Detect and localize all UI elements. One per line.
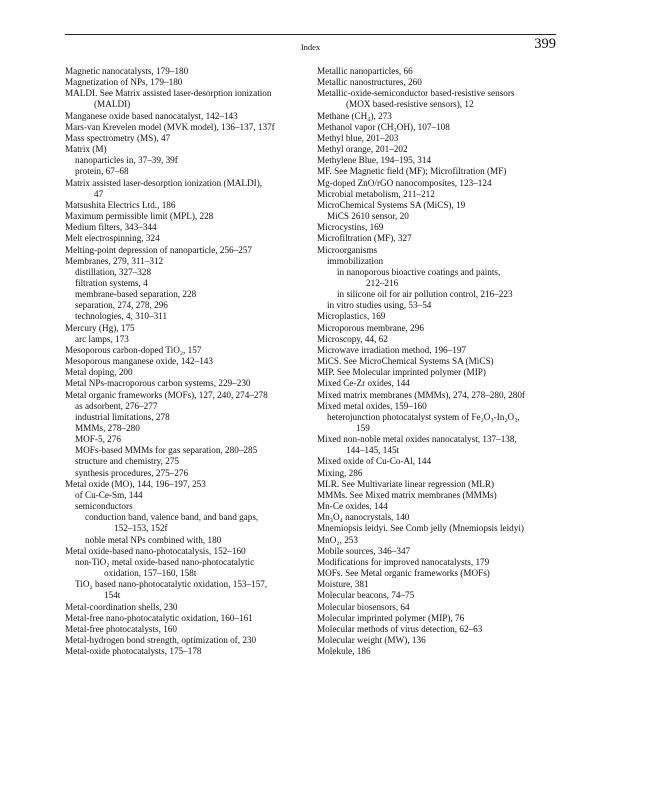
index-subentry: in vitro studies using, 53–54 xyxy=(327,300,432,311)
index-subentry: membrane-based separation, 228 xyxy=(75,289,197,300)
index-entry: MALDI. See Matrix assisted laser-desorption ionization xyxy=(65,88,272,99)
index-entry: Methanol vapor (CH₃OH), 107–108 xyxy=(317,121,450,132)
index-subentry: industrial limitations, 278 xyxy=(75,411,170,422)
index-column-left xyxy=(65,66,297,657)
index-entry: Mixed non-noble metal oxides nanocatalyst, 137–138, xyxy=(317,434,517,445)
index-entry: Matsushita Electrics Ltd., 186 xyxy=(65,199,176,210)
index-entry: Matrix (M) xyxy=(65,144,107,155)
index-entry: Molecular methods of virus detection, 62–63 xyxy=(317,623,483,634)
index-entry: Microporous membrane, 296 xyxy=(317,322,424,333)
index-entry: Mass spectrometry (MS), 47 xyxy=(65,132,171,143)
index-entry: MiCS. See MicroChemical Systems SA (MiCS) xyxy=(317,356,494,367)
index-entry: Magnetization of NPs, 179–180 xyxy=(65,77,183,88)
index-entry-continuation: 47 xyxy=(94,188,104,199)
index-subentry: TiO₂ based nano-photocatalytic oxidation, 153–157, xyxy=(75,579,268,590)
index-entry-continuation: 144–145, 145t xyxy=(346,445,400,456)
index-entry: Modifications for improved nanocatalysts, 179 xyxy=(317,556,490,567)
index-entry: Microscopy, 44, 62 xyxy=(317,333,388,344)
index-entry: Metal-free nano-photocatalytic oxidation, 160–161 xyxy=(65,612,253,623)
index-entry-continuation: 159 xyxy=(356,423,370,433)
index-entry: Methylene Blue, 194–195, 314 xyxy=(317,155,432,166)
index-entry: Metallic nanoparticles, 66 xyxy=(317,66,413,76)
index-entry: Methyl blue, 201–203 xyxy=(317,132,399,143)
index-entry: Microfiltration (MF), 327 xyxy=(317,233,412,244)
index-entry-continuation: 212–216 xyxy=(366,277,399,288)
index-entry: Metal-coordination shells, 230 xyxy=(65,601,178,612)
index-subentry: as adsorbent, 276–277 xyxy=(75,400,158,411)
page-number: 399 xyxy=(534,36,556,52)
running-title: Index xyxy=(300,42,321,52)
index-entry: Microcystins, 169 xyxy=(317,222,384,233)
index-entry: Mars-van Krevelen model (MVK model), 136–137, 137f xyxy=(65,121,275,132)
index-entry: Mixing, 286 xyxy=(317,467,363,478)
index-entry: Mn₃O₄ nanocrystals, 140 xyxy=(317,512,410,523)
index-column-right xyxy=(317,66,549,657)
index-subentry: in silicone oil for air pollution control, 216–223 xyxy=(337,289,513,300)
index-subentry: structure and chemistry, 275 xyxy=(75,456,180,467)
index-subentry: semiconductors xyxy=(75,501,133,512)
index-subentry: nanoparticles in, 37–39, 39f xyxy=(75,155,178,166)
index-entry: Metal-hydrogen bond strength, optimization of, 230 xyxy=(65,634,257,645)
index-subentry: conduction band, valence band, and band gaps, xyxy=(85,512,259,523)
index-entry: Medium filters, 343–344 xyxy=(65,222,157,233)
index-entry: Molecular weight (MW), 136 xyxy=(317,634,426,645)
index-subentry: immobilization xyxy=(327,255,384,266)
index-entry: Mercury (Hg), 175 xyxy=(65,322,135,333)
index-entry-continuation: (MALDI) xyxy=(94,99,131,110)
index-subentry: protein, 67–68 xyxy=(75,166,129,177)
index-entry: Mixed metal oxides, 159–160 xyxy=(317,400,427,411)
index-entry-continuation: oxidation, 157–160, 158t xyxy=(104,568,197,579)
index-entry: Metal-free photocatalysts, 160 xyxy=(65,623,177,634)
index-entry: Matrix assisted laser-desorption ionization (MALDI), xyxy=(65,177,263,188)
index-subentry: non-TiO₂ metal oxide-based nano-photocatalytic xyxy=(75,556,255,567)
index-entry: Microwave irradiation method, 196–197 xyxy=(317,344,467,355)
index-entry: Metal doping, 200 xyxy=(65,367,133,378)
index-entry: Metal oxide (MO), 144, 196–197, 253 xyxy=(65,478,206,489)
index-subentry: distillation, 327–328 xyxy=(75,266,152,277)
index-entry: Metal-oxide photocatalysts, 175–178 xyxy=(65,646,202,657)
index-entry: Membranes, 279, 311–312 xyxy=(65,255,164,266)
index-entry: Molecular biosensors, 64 xyxy=(317,601,410,612)
index-entry: Melting-point depression of nanoparticle, 256–257 xyxy=(65,244,253,255)
index-entry: Mobile sources, 346–347 xyxy=(317,545,411,556)
index-entry: MMMs. See Mixed matrix membranes (MMMs) xyxy=(317,489,497,500)
index-entry: Maximum permissible limit (MPL), 228 xyxy=(65,211,214,222)
index-entry-continuation: 152–153, 152f xyxy=(114,523,168,534)
index-entry: MIP. See Molecular imprinted polymer (MIP) xyxy=(317,367,486,378)
index-entry: Mnemiopsis leidyi. See Comb jelly (Mnemiopsis leidyi) xyxy=(317,523,524,534)
index-subentry: filtration systems, 4 xyxy=(75,277,148,288)
index-entry: Microbial metabolism, 211–212 xyxy=(317,188,435,199)
index-entry: Methyl orange, 201–202 xyxy=(317,144,408,155)
index-subentry: MMMs, 278–280 xyxy=(75,423,140,433)
index-subentry: MOFs-based MMMs for gas separation, 280–285 xyxy=(75,445,258,456)
index-entry-continuation: 154t xyxy=(104,590,121,601)
index-entry-continuation: (MOX based-resistive sensors), 12 xyxy=(346,99,474,110)
index-entry: Mesoporous carbon-doped TiO₂, 157 xyxy=(65,344,202,355)
index-entry: Metal NPs-macroporous carbon systems, 229–230 xyxy=(65,378,251,389)
index-entry: MLR. See Multivariate linear regression (MLR) xyxy=(317,478,495,489)
index-entry: Mixed oxide of Cu-Co-Al, 144 xyxy=(317,456,432,467)
index-entry: Microorganisms xyxy=(317,244,378,255)
index-entry: Molecular imprinted polymer (MIP), 76 xyxy=(317,612,465,623)
index-entry: Mixed matrix membranes (MMMs), 274, 278–280, 280f xyxy=(317,389,525,400)
index-entry: Metal oxide-based nano-photocatalysis, 152–160 xyxy=(65,545,246,556)
index-subentry: in nanoporous bioactive coatings and paints, xyxy=(337,266,501,277)
index-entry: MF. See Magnetic field (MF); Microfiltration (MF) xyxy=(317,166,507,177)
index-subentry: technologies, 4, 310–311 xyxy=(75,311,168,322)
index-entry: MicroChemical Systems SA (MiCS), 19 xyxy=(317,199,466,210)
index-entry: Moisture, 381 xyxy=(317,579,369,590)
index-entry: Methane (CH₄), 273 xyxy=(317,110,392,121)
index-entry: Metallic nanostructures, 260 xyxy=(317,77,422,88)
index-entry: Metal organic frameworks (MOFs), 127, 240, 274–278 xyxy=(65,389,268,400)
index-entry: Mn-Ce oxides, 144 xyxy=(317,501,388,512)
index-entry: MOFs. See Metal organic frameworks (MOFs) xyxy=(317,568,490,579)
index-entry: Mg-doped ZnO/rGO nanocomposites, 123–124 xyxy=(317,177,492,188)
index-entry: Molekule, 186 xyxy=(317,646,371,657)
index-subentry: of Cu-Ce-Sm, 144 xyxy=(75,489,143,500)
index-entry: Mixed Ce-Zr oxides, 144 xyxy=(317,378,410,389)
index-entry: Melt electrospinning, 324 xyxy=(65,233,160,244)
index-entry: Molecular beacons, 74–75 xyxy=(317,590,415,601)
index-entry: Microplastics, 169 xyxy=(317,311,386,322)
index-subentry: separation, 274, 278, 296 xyxy=(75,300,168,311)
index-entry: Mesoporous manganese oxide, 142–143 xyxy=(65,356,213,367)
index-entry: Magnetic nanocatalysts, 179–180 xyxy=(65,66,189,76)
index-subentry: MiCS 2610 sensor, 20 xyxy=(327,211,409,222)
index-entry: MnO₂, 253 xyxy=(317,534,358,545)
index-subentry: arc lamps, 173 xyxy=(75,333,129,344)
index-subentry: noble metal NPs combined with, 180 xyxy=(85,534,222,545)
index-subentry: synthesis procedures, 275–276 xyxy=(75,467,189,478)
index-subentry: MOF-5, 276 xyxy=(75,434,121,445)
index-entry: Metallic-oxide-semiconductor based-resistive sensors xyxy=(317,88,515,99)
running-header xyxy=(65,38,556,56)
index-subentry: heterojunction photocatalyst system of Fe₂O₃-In₂O₃, xyxy=(327,411,520,422)
header-rule xyxy=(65,34,556,35)
index-entry: Manganese oxide based nanocatalyst, 142–143 xyxy=(65,110,238,121)
